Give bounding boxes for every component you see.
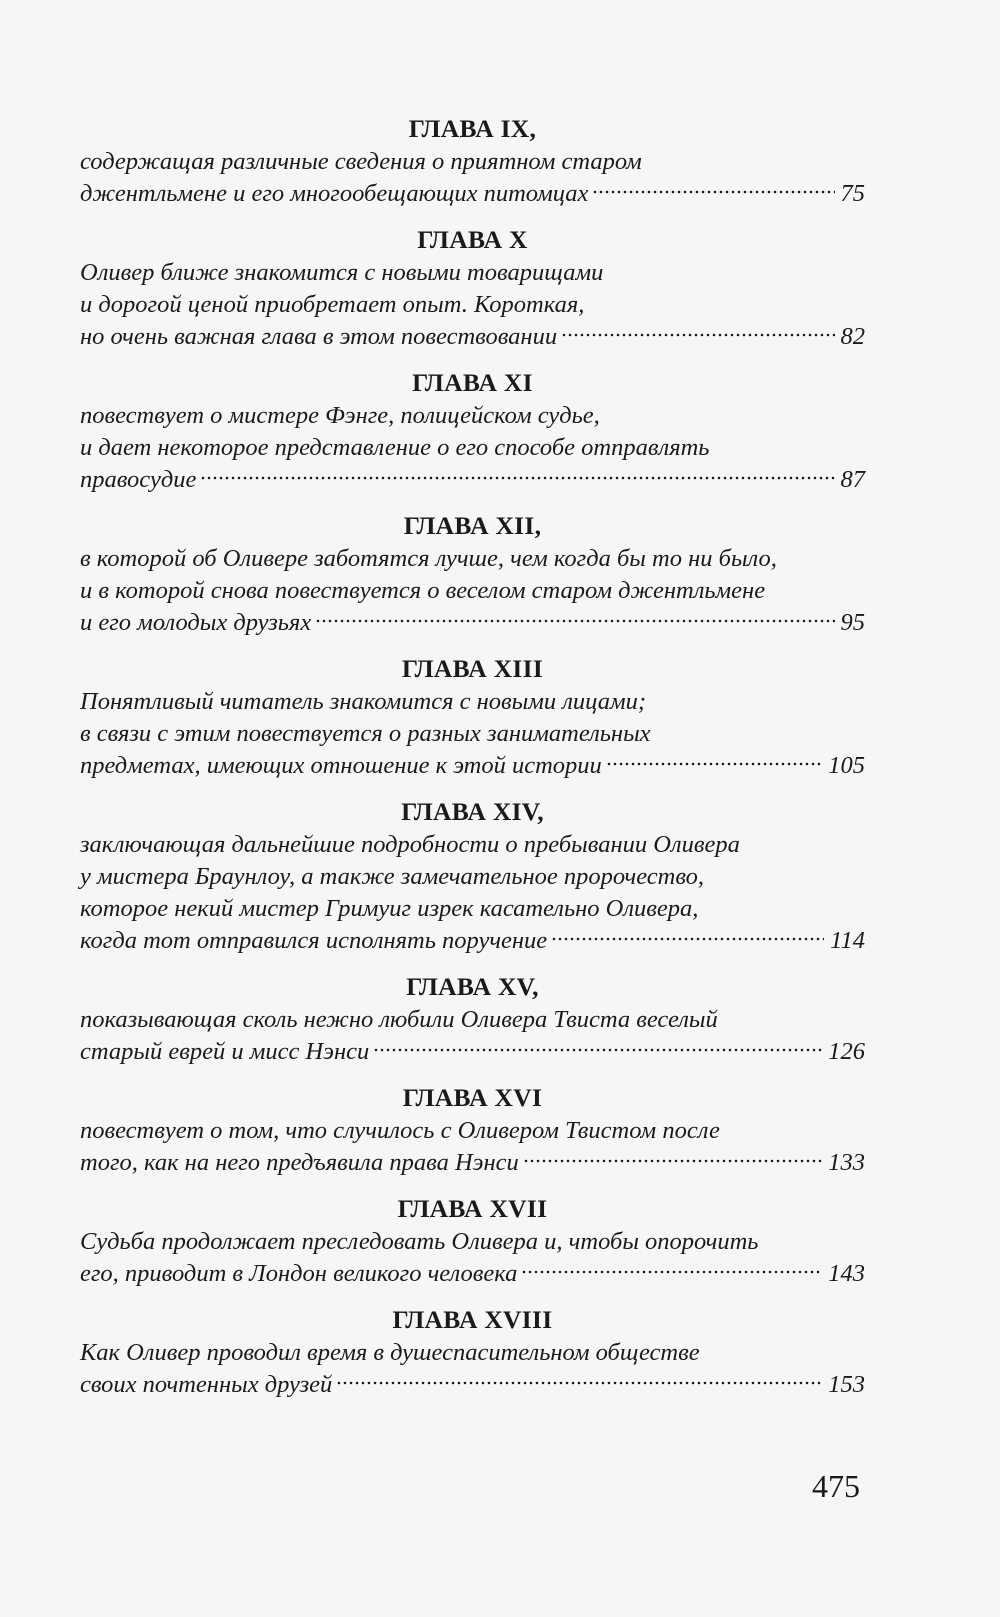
- description-line: в которой об Оливере заботятся лучше, чем когда бы то ни было,: [80, 545, 777, 572]
- description-last-line: [80, 464, 865, 496]
- leader-dots: [551, 936, 824, 942]
- description-line: но очень важная глава в этом повествовании: [80, 323, 558, 350]
- chapter-title: ГЛАВА X: [417, 225, 528, 254]
- chapter-description: [80, 1226, 865, 1290]
- description-line: того, как на него предъявила права Нэнси: [80, 1149, 519, 1176]
- toc-entry-ch16: [80, 1081, 865, 1179]
- leader-dots: [336, 1380, 822, 1386]
- description-line: в связи с этим повествуется о разных занимательных: [80, 720, 651, 747]
- leader-dots: [523, 1158, 823, 1164]
- toc-entry-ch15: [80, 970, 865, 1068]
- page-ref[interactable]: 82: [840, 323, 865, 350]
- description-line: старый еврей и мисс Нэнси: [80, 1038, 370, 1065]
- chapter-title: ГЛАВА XI: [412, 368, 533, 397]
- description-last-line: [80, 1369, 865, 1401]
- leader-dots: [592, 189, 834, 195]
- description-line: Оливер ближе знакомится с новыми товарищами: [80, 259, 604, 286]
- chapter-description: [80, 257, 865, 353]
- chapter-title: ГЛАВА XIII: [401, 654, 544, 683]
- page-ref[interactable]: 95: [840, 609, 865, 636]
- description-line: Как Оливер проводил время в душеспасительном обществе: [80, 1339, 700, 1366]
- page-ref[interactable]: 114: [830, 927, 865, 954]
- chapter-title: ГЛАВА XVI: [402, 1083, 543, 1112]
- leader-dots: [521, 1269, 822, 1275]
- leader-dots: [606, 761, 822, 767]
- description-line: предметах, имеющих отношение к этой истории: [80, 752, 602, 779]
- description-last-line: [80, 321, 865, 353]
- toc-entry-ch14: [80, 795, 865, 957]
- description-last-line: [80, 1036, 865, 1068]
- table-of-contents: [80, 112, 865, 1414]
- leader-dots: [373, 1047, 822, 1053]
- toc-entry-ch11: [80, 366, 865, 496]
- page-ref[interactable]: 87: [840, 466, 865, 493]
- chapter-description: [80, 1115, 865, 1179]
- page-ref[interactable]: 133: [828, 1149, 865, 1176]
- description-line: заключающая дальнейшие подробности о пребывании Оливера: [80, 831, 740, 858]
- description-line: которое некий мистер Гримуиг изрек касательно Оливера,: [80, 895, 699, 922]
- description-line: и дает некоторое представление о его способе отправлять: [80, 434, 710, 461]
- description-last-line: [80, 1147, 865, 1179]
- toc-entry-ch13: [80, 652, 865, 782]
- description-line: Понятливый читатель знакомится с новыми лицами;: [80, 688, 647, 715]
- description-last-line: [80, 607, 865, 639]
- chapter-description: [80, 686, 865, 782]
- toc-entry-ch10: [80, 223, 865, 353]
- chapter-title: ГЛАВА XVII: [397, 1194, 548, 1223]
- chapter-title: ГЛАВА XV,: [406, 972, 539, 1001]
- page-ref[interactable]: 75: [840, 180, 865, 207]
- description-line: содержащая различные сведения о приятном старом: [80, 148, 642, 175]
- chapter-title: ГЛАВА XII,: [403, 511, 542, 540]
- chapter-description: [80, 829, 865, 957]
- page-ref[interactable]: 153: [828, 1371, 865, 1398]
- page-ref[interactable]: 126: [828, 1038, 865, 1065]
- description-line: и в которой снова повествуется о веселом старом джентльмене: [80, 577, 766, 604]
- leader-dots: [200, 475, 834, 481]
- description-line: своих почтенных друзей: [80, 1371, 333, 1398]
- description-line: правосудие: [80, 466, 197, 493]
- description-line: Судьба продолжает преследовать Оливера и, чтобы опорочить: [80, 1228, 759, 1255]
- description-line: когда тот отправился исполнять поручение: [80, 927, 548, 954]
- leader-dots: [315, 618, 834, 624]
- description-line: джентльмене и его многообещающих питомцах: [80, 180, 589, 207]
- description-line: у мистера Браунлоу, а также замечательное пророчество,: [80, 863, 705, 890]
- page-ref[interactable]: 143: [828, 1260, 865, 1287]
- description-last-line: [80, 925, 865, 957]
- chapter-title: ГЛАВА XVIII: [392, 1305, 553, 1334]
- description-line: повествует о том, что случилось с Оливером Твистом после: [80, 1117, 720, 1144]
- page-ref[interactable]: 105: [828, 752, 865, 779]
- description-last-line: [80, 750, 865, 782]
- description-line: повествует о мистере Фэнге, полицейском судье,: [80, 402, 600, 429]
- chapter-description: [80, 400, 865, 496]
- chapter-description: [80, 543, 865, 639]
- page-number: 475: [812, 1468, 860, 1504]
- description-line: и дорогой ценой приобретает опыт. Короткая,: [80, 291, 585, 318]
- toc-entry-ch12: [80, 509, 865, 639]
- description-line: показывающая сколь нежно любили Оливера Твиста веселый: [80, 1006, 718, 1033]
- chapter-description: [80, 1004, 865, 1068]
- leader-dots: [561, 332, 834, 338]
- toc-entry-ch17: [80, 1192, 865, 1290]
- chapter-description: [80, 146, 865, 210]
- toc-entry-ch9: [80, 112, 865, 210]
- chapter-title: ГЛАВА IX,: [408, 114, 537, 143]
- description-last-line: [80, 178, 865, 210]
- description-line: его, приводит в Лондон великого человека: [80, 1260, 518, 1287]
- chapter-title: ГЛАВА XIV,: [401, 797, 544, 826]
- chapter-description: [80, 1337, 865, 1401]
- description-last-line: [80, 1258, 865, 1290]
- description-line: и его молодых друзьях: [80, 609, 312, 636]
- toc-entry-ch18: [80, 1303, 865, 1401]
